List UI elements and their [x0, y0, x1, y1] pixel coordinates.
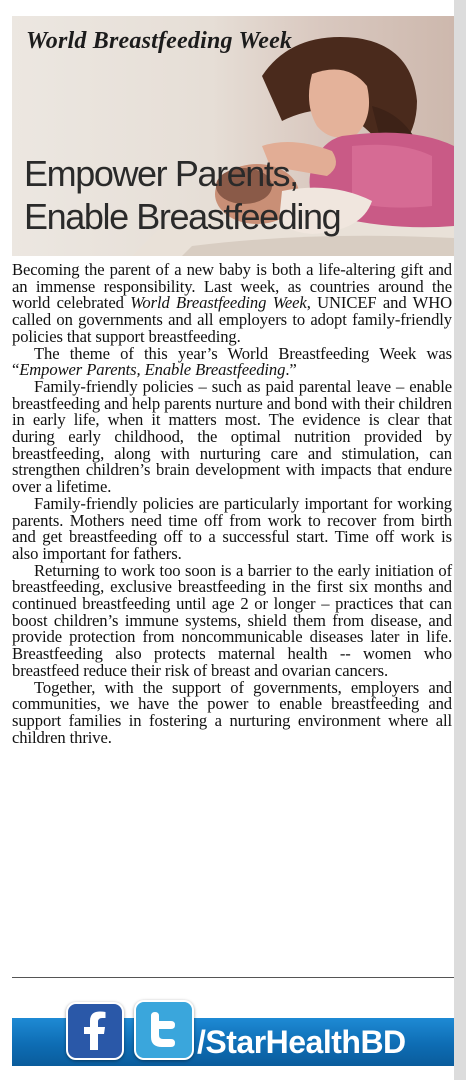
section-kicker: World Breastfeeding Week	[26, 28, 293, 54]
paragraph-5: Returning to work too soon is a barrier to the early initiation of breastfeeding, exclusive breastfeeding in the first six months and continued breastfeeding until age 2 or longer – practices that can boost children’s immune systems, shield them from disease, and provide protection from noncommunicable diseases later in life. Breastfeeding also protects maternal health -- women who breastfeed reduce their risk of breast and ovarian cancers.	[12, 560, 452, 680]
page-edge	[454, 0, 466, 1080]
facebook-glyph	[68, 1004, 122, 1058]
twitter-icon[interactable]	[134, 1000, 194, 1060]
social-handle[interactable]: /StarHealthBD	[197, 1024, 406, 1060]
paragraph-1	[12, 262, 452, 346]
paragraph-2-emphasis: Empower Parents, Enable Breastfeeding	[19, 360, 286, 380]
article-body	[12, 262, 452, 746]
paragraph-2	[12, 343, 452, 380]
divider-rule	[12, 977, 454, 978]
paragraph-4: Family-friendly policies are particularly important for working parents. Mothers need time off from work to recover from birth and get breastfeeding off to a successful start. Time off work is also important for fathers.	[12, 493, 452, 563]
paragraph-1-emphasis: World Breastfeeding Week	[130, 293, 307, 313]
facebook-icon[interactable]	[66, 1002, 124, 1060]
paragraph-1-text-a: Becoming the parent of a new baby is both a life-altering gift and an immense responsibility. Last week, as countries around the world celebrated	[12, 260, 452, 313]
headline-line-1: Empower Parents,	[24, 153, 298, 194]
paragraph-2-text-b: .”	[285, 360, 297, 380]
paragraph-1-text-b: , UNICEF and WHO called on governments and all employers to adopt family-friendly policies that support breastfeeding.	[12, 293, 452, 346]
paragraph-6: Together, with the support of governments, employers and communities, we have the power to enable breastfeeding and support families in fostering a nurturing environment where all children thrive.	[12, 677, 452, 747]
twitter-glyph	[136, 1002, 192, 1058]
paragraph-3: Family-friendly policies – such as paid parental leave – enable breastfeeding and help parents nurture and bond with their children in early life, when it matters most. The evidence is clear that during early childhood, the optimal nutrition provided by breastfeeding, along with nurturing care and stimulation, can strengthen children’s brain development with impacts that endure over a lifetime.	[12, 376, 452, 497]
paragraph-2-text-a: The theme of this year’s World Breastfeeding Week was “	[12, 343, 452, 380]
headline	[24, 152, 340, 238]
hero-image	[12, 16, 454, 256]
headline-line-2: Enable Breastfeeding	[24, 196, 341, 237]
